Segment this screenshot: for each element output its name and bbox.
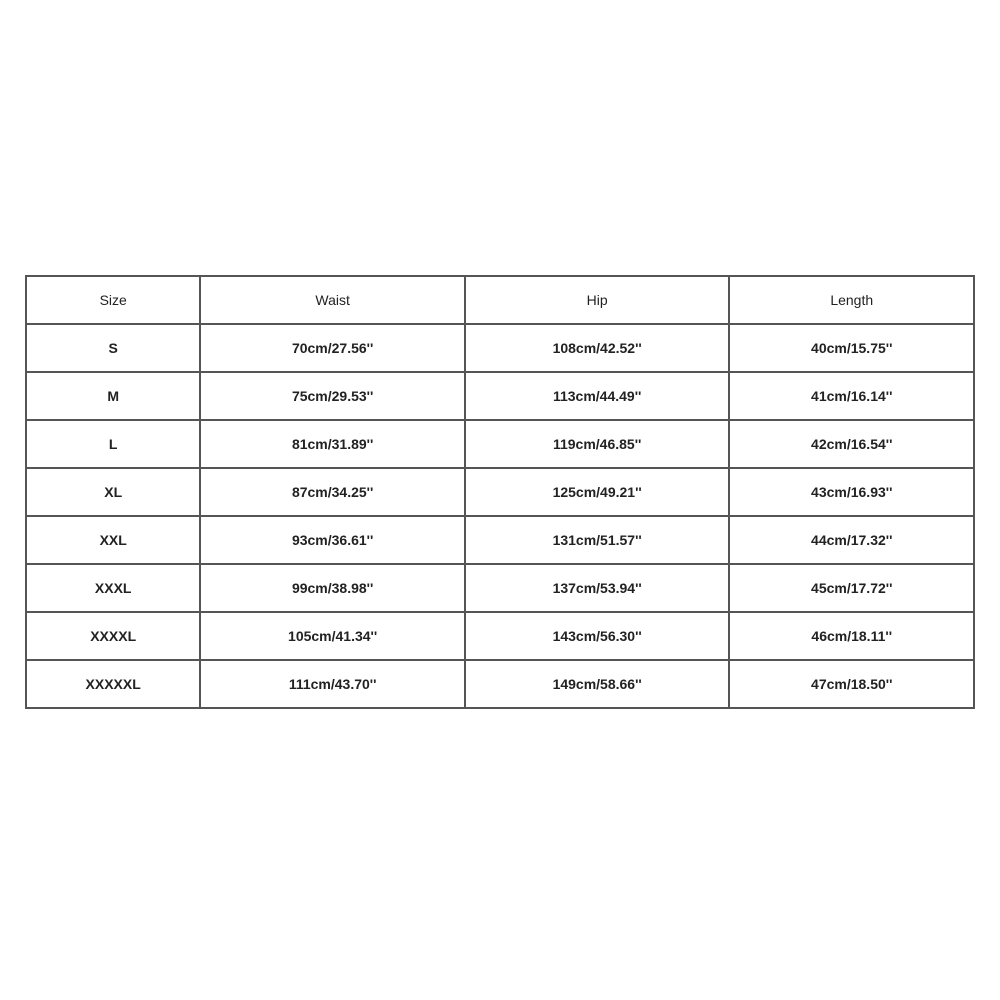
cell-length: 45cm/17.72'' [729, 564, 974, 612]
table-row [26, 468, 974, 516]
cell-length: 42cm/16.54'' [729, 420, 974, 468]
cell-hip: 131cm/51.57'' [465, 516, 730, 564]
table-row [26, 660, 974, 708]
header-size: Size [26, 276, 200, 324]
cell-length: 43cm/16.93'' [729, 468, 974, 516]
cell-length: 46cm/18.11'' [729, 612, 974, 660]
cell-size: XXXXXL [26, 660, 200, 708]
cell-waist: 111cm/43.70'' [200, 660, 465, 708]
header-waist: Waist [200, 276, 465, 324]
cell-waist: 87cm/34.25'' [200, 468, 465, 516]
cell-size: S [26, 324, 200, 372]
cell-size: XXXXL [26, 612, 200, 660]
cell-waist: 81cm/31.89'' [200, 420, 465, 468]
cell-length: 44cm/17.32'' [729, 516, 974, 564]
cell-size: XL [26, 468, 200, 516]
table-row [26, 612, 974, 660]
cell-waist: 70cm/27.56'' [200, 324, 465, 372]
cell-waist: 99cm/38.98'' [200, 564, 465, 612]
table-header-row [26, 276, 974, 324]
cell-size: XXL [26, 516, 200, 564]
cell-length: 47cm/18.50'' [729, 660, 974, 708]
table-row [26, 420, 974, 468]
header-length: Length [729, 276, 974, 324]
table-row [26, 324, 974, 372]
cell-hip: 113cm/44.49'' [465, 372, 730, 420]
header-hip: Hip [465, 276, 730, 324]
cell-size: M [26, 372, 200, 420]
cell-hip: 143cm/56.30'' [465, 612, 730, 660]
cell-hip: 125cm/49.21'' [465, 468, 730, 516]
cell-size: XXXL [26, 564, 200, 612]
size-chart-table [25, 275, 975, 709]
cell-hip: 119cm/46.85'' [465, 420, 730, 468]
table-row [26, 372, 974, 420]
cell-waist: 93cm/36.61'' [200, 516, 465, 564]
cell-hip: 137cm/53.94'' [465, 564, 730, 612]
cell-length: 41cm/16.14'' [729, 372, 974, 420]
cell-hip: 108cm/42.52'' [465, 324, 730, 372]
table-row [26, 564, 974, 612]
table-row [26, 516, 974, 564]
cell-hip: 149cm/58.66'' [465, 660, 730, 708]
cell-waist: 105cm/41.34'' [200, 612, 465, 660]
cell-waist: 75cm/29.53'' [200, 372, 465, 420]
cell-length: 40cm/15.75'' [729, 324, 974, 372]
cell-size: L [26, 420, 200, 468]
